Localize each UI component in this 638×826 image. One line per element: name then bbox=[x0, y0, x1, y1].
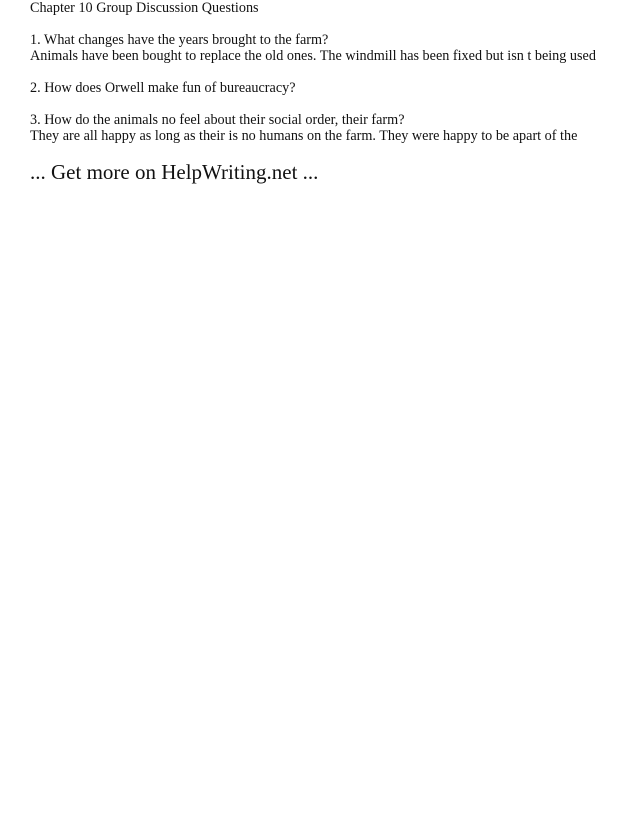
document-title: Chapter 10 Group Discussion Questions bbox=[30, 0, 259, 16]
answer-3: They are all happy as long as their is no humans on the farm. They were happy to be apart of the bbox=[30, 128, 578, 144]
spacer bbox=[30, 16, 630, 32]
question-1: 1. What changes have the years brought to the farm? bbox=[30, 32, 329, 48]
question-3: 3. How do the animals no feel about their social order, their farm? bbox=[30, 112, 405, 128]
spacer bbox=[30, 64, 630, 80]
document-page bbox=[30, 0, 630, 184]
spacer bbox=[30, 96, 630, 112]
question-2: 2. How does Orwell make fun of bureaucracy? bbox=[30, 80, 296, 96]
helpwriting-link[interactable]: ... Get more on HelpWriting.net ... bbox=[30, 160, 319, 184]
answer-1: Animals have been bought to replace the old ones. The windmill has been fixed but isn t being used bbox=[30, 48, 596, 64]
